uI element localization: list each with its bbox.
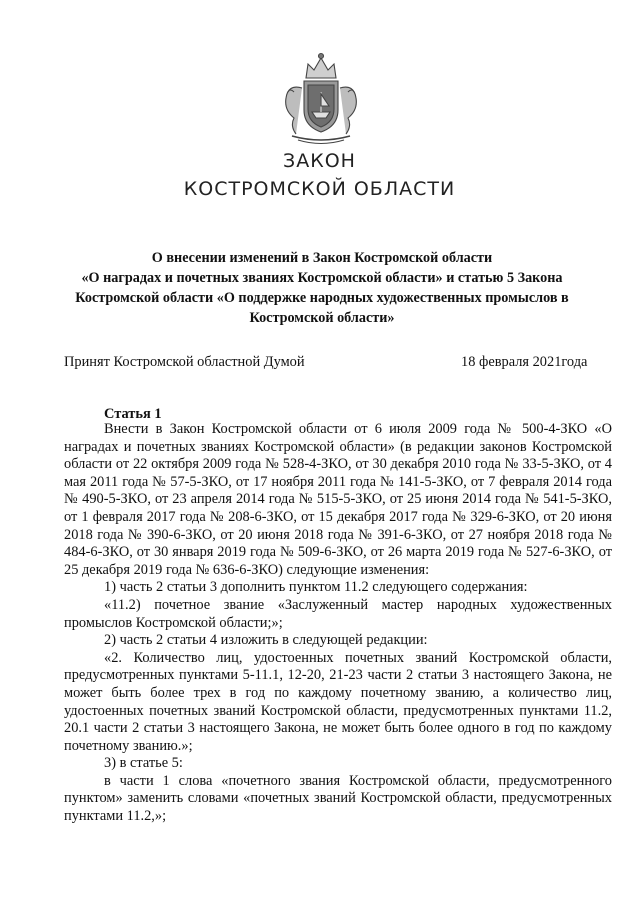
coat-of-arms-emblem: [268, 48, 374, 148]
law-subject: [60, 248, 584, 328]
paragraph: «2. Количество лиц, удостоенных почетных званий Костромской области, предусмотренных пунктами 5-11.1, 12-20, 21-23 части 2 статьи 3 настоящего Закона, не может быть более трех в год по каждому почетному званию, а количество лиц, удостоенных почетных званий Костромской области, предусмотренных пунктами 11.2, 20.1 части 2 статьи 3 настоящего Закона, не может быть более одного в год по каждому почетному званию.»;: [64, 649, 612, 754]
paragraph: «11.2) почетное звание «Заслуженный мастер народных художественных промыслов Костромской области;»;: [64, 596, 612, 631]
adoption-date: 18 февраля 2021года: [461, 354, 588, 370]
paragraph: в части 1 слова «почетного звания Костромской области, предусмотренного пунктом» заменить словами «почетных званий Костромской области, предусмотренных пунктами 11.2,»;: [64, 772, 612, 825]
subject-line: Костромской области «О поддержке народных художественных промыслов в: [75, 290, 569, 306]
subject-line: Костромской области»: [249, 310, 395, 326]
paragraph: 1) часть 2 статьи 3 дополнить пунктом 11.2 следующего содержания:: [104, 579, 528, 596]
subject-line: «О наградах и почетных званиях Костромской области» и статью 5 Закона: [81, 270, 563, 286]
article-heading: Статья 1: [104, 406, 162, 422]
subject-line: О внесении изменений в Закон Костромской области: [151, 250, 493, 266]
law-title: ЗАКОН: [283, 150, 356, 172]
law-region-title: КОСТРОМСКОЙ ОБЛАСТИ: [183, 178, 456, 200]
paragraph: Внести в Закон Костромской области от 6 июля 2009 года № 500-4-ЗКО «О наградах и почетных званиях Костромской области» (в редакции законов Костромской области от 22 октября 2009 года № 528-4-ЗКО, от 30 декабря 2010 года № 33-5-ЗКО, от 4 мая 2011 года № 57-5-ЗКО, от 17 ноября 2011 года № 141-5-ЗКО, от 7 февраля 2014 года № 490-5-ЗКО, от 23 апреля 2014 года № 515-5-ЗКО, от 25 июня 2014 года № 541-5-ЗКО, от 1 февраля 2017 года № 208-6-ЗКО, от 15 декабря 2017 года № 329-6-ЗКО, от 20 июня 2018 года № 390-6-ЗКО, от 20 июня 2018 года № 391-6-ЗКО, от 27 ноября 2018 года № 484-6-ЗКО, от 30 января 2019 года № 509-6-ЗКО, от 26 марта 2019 года № 527-6-ЗКО, от 25 декабря 2019 года № 636-6-ЗКО) следующие изменения:: [64, 421, 612, 578]
article-body: [64, 421, 612, 826]
paragraph: 2) часть 2 статьи 4 изложить в следующей редакции:: [104, 632, 428, 649]
paragraph: 3) в статье 5:: [104, 755, 183, 772]
adopted-by: Принят Костромской областной Думой: [64, 354, 305, 370]
